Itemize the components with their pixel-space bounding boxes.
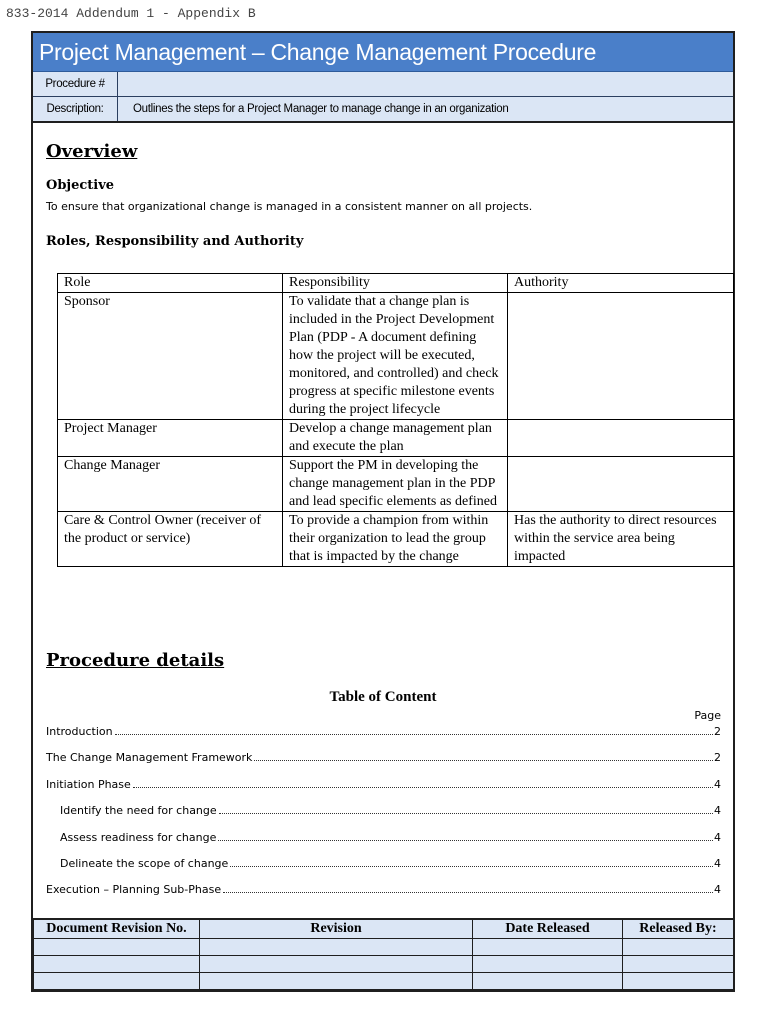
document-id: 833-2014 Addendum 1 - Appendix B [6,6,256,21]
toc-entry-label: Delineate the scope of change [60,857,229,870]
revision-cell[interactable] [200,956,473,973]
table-header-cell: Released By: [623,919,734,939]
page-title: Project Management – Change Management Procedure [33,33,733,72]
toc-entry-page: 4 [714,857,721,870]
revision-cell[interactable] [34,973,200,990]
toc-entry[interactable] [46,880,721,896]
table-row [58,457,734,512]
overview-heading: Overview [46,141,138,162]
responsibility-cell: Develop a change management plan and execute the plan [283,420,508,457]
toc-entry-label: The Change Management Framework [46,751,253,764]
toc-entry[interactable] [46,748,721,764]
toc-entry-label: Identify the need for change [60,804,217,817]
table-row [58,512,734,567]
toc-entry[interactable] [60,828,721,844]
revision-cell[interactable] [473,973,623,990]
toc-entry-label: Assess readiness for change [60,831,217,844]
table-row [58,420,734,457]
role-cell: Sponsor [58,293,283,420]
toc-page-header: Page [694,709,721,722]
responsibility-cell: To provide a champion from within their organization to lead the group that is impacted by the change [283,512,508,567]
authority-cell [508,420,734,457]
roles-table [57,273,734,567]
toc-entry-label: Introduction [46,725,113,738]
description-value: Outlines the steps for a Project Manager to manage change in an organization [133,103,509,115]
table-row [58,293,734,420]
objective-text: To ensure that organizational change is managed in a consistent manner on all projects. [46,200,533,213]
table-row [34,956,734,973]
procedure-frame [31,31,735,992]
roles-heading: Roles, Responsibility and Authority [46,234,304,249]
authority-cell: Has the authority to direct resources within the service area being impacted [508,512,734,567]
role-cell: Project Manager [58,420,283,457]
revision-table [33,918,734,990]
table-header-cell: Document Revision No. [34,919,200,939]
responsibility-cell: To validate that a change plan is included in the Project Development Plan (PDP - A document defining how the project will be executed, monitored, and controlled) and check progress at specific milestone events during the project lifecycle [283,293,508,420]
authority-cell [508,293,734,420]
description-label: Description: [33,97,118,121]
toc-entry-page: 4 [714,778,721,791]
table-header-cell: Role [58,274,283,293]
toc-entry[interactable] [60,801,721,817]
procedure-details-heading: Procedure details [46,650,225,671]
revision-cell[interactable] [623,939,734,956]
revision-cell[interactable] [623,956,734,973]
revision-cell[interactable] [473,939,623,956]
revision-cell[interactable] [200,973,473,990]
responsibility-cell: Support the PM in developing the change management plan in the PDP and lead specific elements as defined [283,457,508,512]
role-cell: Change Manager [58,457,283,512]
authority-cell [508,457,734,512]
table-header-cell: Date Released [473,919,623,939]
revision-cell[interactable] [473,956,623,973]
revision-cell[interactable] [34,956,200,973]
table-header-cell: Authority [508,274,734,293]
toc-entry-label: Initiation Phase [46,778,131,791]
revision-cell[interactable] [200,939,473,956]
procedure-number-label: Procedure # [33,72,118,96]
revision-cell[interactable] [34,939,200,956]
toc-entry-page: 2 [714,725,721,738]
toc-entry-page: 4 [714,831,721,844]
table-row [34,973,734,990]
role-cell: Care & Control Owner (receiver of the product or service) [58,512,283,567]
description-row [33,97,733,123]
toc-entry-page: 4 [714,804,721,817]
table-row [34,939,734,956]
revision-cell[interactable] [623,973,734,990]
table-header-cell: Responsibility [283,274,508,293]
revision-header-row [34,919,734,939]
toc-entry[interactable] [46,775,721,791]
objective-heading: Objective [46,178,115,193]
toc-title: Table of Content [329,689,437,705]
toc-entry-page: 4 [714,883,721,896]
table-header-cell: Revision [200,919,473,939]
roles-header-row [58,274,734,293]
toc-entry[interactable] [60,854,721,870]
toc-entry-label: Execution – Planning Sub-Phase [46,883,222,896]
toc-entry[interactable] [46,722,721,738]
toc-entry-page: 2 [714,751,721,764]
procedure-number-row [33,72,733,97]
